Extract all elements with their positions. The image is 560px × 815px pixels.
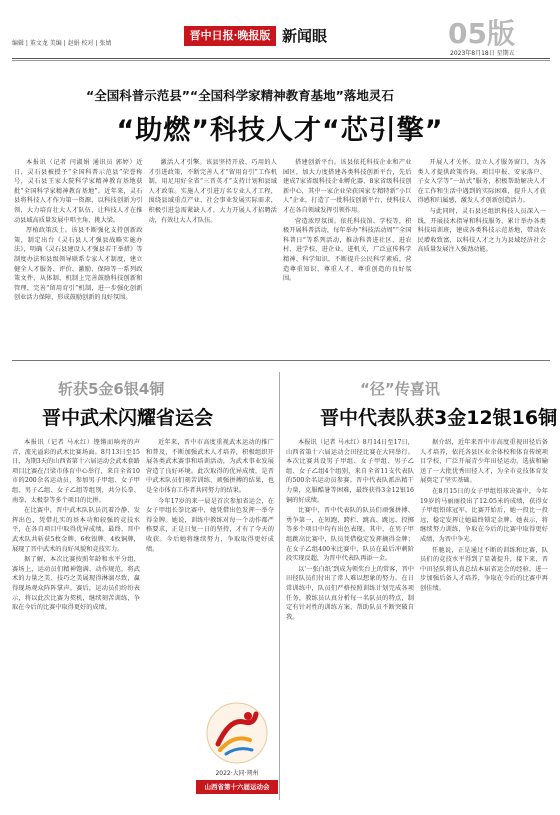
- games-emblem: [196, 700, 278, 796]
- story-column: [420, 438, 548, 798]
- story-paragraph: 在8月15日的女子甲组铅球决赛中，今年19岁的马丽丽投出了12.05米的成绩，获得女子甲组铅球冠军。比赛开始后，她一投比一投远，稳定发挥让她最终锁定金牌。她表示，将继续努力训练，争取在今后的比赛中取得更好成绩，为晋中争光。: [420, 487, 548, 543]
- story-column: [286, 438, 414, 798]
- masthead-rule-thin: [12, 60, 550, 61]
- story-athletics: [286, 372, 558, 802]
- lead-paragraph: 本报讯（记者 闫淑娟 通讯员 郭婷）近日，灵石县被授予“全国科普示范县”荣誉称号，灵石县王家大院科学家精神教育基地获批“全国科学家精神教育基地”。近年来，灵石县将科技人才作为第一资源，以科技创新为引领，大力培育壮大人才队伍，让科技人才在推动县域高质量发展中唱主角、挑大梁。: [14, 159, 143, 224]
- lead-paragraph: 与此同时，灵石县还组织科技人员深入一线，开展技术指导和科技服务，累计举办各类科技培训班，建成各类科技示范基地，带动农民增收致富，以科技人才之力为县域经济社会高质量发展注入强劲动能。: [417, 207, 546, 254]
- story-paragraph: 比赛中，晋中代表队的队员们顽强拼搏、勇争第一，在短跑、跨栏、跳高、跳远、投掷等多个项目中均有出色表现。其中，在男子甲组跳高比赛中，队员凭借稳定发挥摘得金牌；在女子乙组400米比赛中，队员在最后冲刺阶段实现反超，为晋中代表队再添一金。: [286, 507, 414, 563]
- masthead: [0, 0, 560, 64]
- story-body: [286, 438, 548, 798]
- story-paragraph: 任驰说，正是通过不断的训练和比赛，队员们的竞技水平得到了显著提升，接下来，晋中田径队将认真总结本届省运会的经验，进一步加强后备人才培养，争取在今后的比赛中再创佳绩。: [420, 546, 548, 592]
- issue-date: 2023年8月18日 星期五: [450, 50, 515, 57]
- games-name-band: 山西省第十六届运动会: [196, 780, 278, 794]
- games-logo-icon: [204, 700, 270, 766]
- story-paragraph: 今年17岁的来一晨是首次参加省运会，在女子甲组长拳比赛中，她凭借出色发挥一举夺得金牌。她说，训练中教练对每一个动作都严格要求，正是日复一日的坚持，才有了今天的收获。今后她将继续努力，争取取得更好成绩。: [146, 497, 274, 553]
- lead-paragraph: 搭建创新平台。该县依托科技企业和产业园区，加大力度搭建各类科技创新平台，先后建成7家省级科技企业孵化器、8家省级科技创新中心，其中一家企业荣获国家专精特新“小巨人”企业，打造了一批科技创新平台，使科技人才在各自领域发挥引领作用。: [283, 159, 412, 214]
- lead-subtitle: “全国科普示范县”“全国科学家精神教育基地”落地灵石: [86, 88, 394, 103]
- editor-credits: 编辑 | 董文龙 美编 | 赵娟 校对 | 张婧: [12, 40, 112, 47]
- lead-paragraph: 激活人才引擎。该县坚持开放、巧用的人才引进政策，不断完善人才“留用育引”工作机制，用足用好全省“三晋英才”支持计划和县域人才政策。实施人才引进万名专业人才工程，围绕县域重点产业、社会事业发展实际需求，积极引进急需紧缺人才，大力开展人才招聘活动，有效壮大人才队伍。: [148, 159, 277, 224]
- story-column: [12, 438, 140, 798]
- lead-column: [14, 158, 143, 354]
- lead-paragraph: 厚植政策沃土。该县不断强化支持创新政策，制定出台《灵石县人才强县战略实施办法》，明确《灵石县建设人才强县若干举措》等制度办法和县级领导联系专家人才制度，建立健全人才服务、评价、激励、保障等一系列政策文件，从体制、机制上完善鼓励科技创新和管理，完善“留用育引”机制，进一步强化创新创业活力保障，形成鼓励创新的良好氛围。: [14, 227, 143, 302]
- story-kicker: “径”传喜讯: [360, 380, 440, 398]
- story-paragraph: 以‘一张白纸’到成为领奖台上的常客，晋中田径队员们付出了常人难以想象的努力。在日常训练中，队员们严格按照训练计划完成各项任务，教练员认真分析每一名队员的特点，制定有针对性的训练方案，帮助队员不断突破自我。: [286, 565, 414, 621]
- section-divider: [12, 360, 550, 361]
- story-paragraph: 本报讯（记者 马永红）铿锵而响亮的声音，流光溢彩的武术比赛场面。8月13日至15日，为期3天的山西省第十六届运动会武术套路项目比赛在吕梁市体育中心举行，来自全省10市的200余名运动员，参加男子甲组、女子甲组、男子乙组、女子乙组等组别，共分长拳、南拳、太极拳等多个项目的比拼。: [12, 439, 140, 504]
- masthead-rule: [12, 58, 550, 59]
- story-paragraph: 据介绍，近年来晋中市高度重视田径后备人才培养，依托各县区业余体校和体育传统项目学校，广泛开展青少年田径运动，选拔和输送了一大批优秀田径人才，为全市竞技体育发展奠定了坚实基础。: [420, 439, 548, 485]
- lead-paragraph: 营造浓厚氛围。依托科技馆、学校等，积极开展科普活动，每年举办“科技活动周”“全国科普日”等系列活动，推动科普进社区、进农村、进学校、进企业、进机关，广泛宣传科学精神、科学知识，不断提升公民科学素质，营造尊重知识、尊重人才、尊重创造的良好氛围。: [283, 217, 412, 283]
- story-kicker: 斩获5金6银4铜: [58, 380, 165, 398]
- column-divider: [279, 372, 280, 800]
- lead-body: [14, 158, 546, 354]
- lead-column: [149, 158, 278, 354]
- story-headline: 晋中武术闪耀省运会: [42, 407, 214, 429]
- story-paragraph: 在比赛中，晋中武术队队员沉着冷静、发挥出色，凭借扎实的基本功和较强的竞技水平，在各自项目中取得优异成绩。最终，晋中武术队共斩获5枚金牌、6枚银牌、4枚铜牌，展现了晋中武术的良好风貌和竞技实力。: [12, 507, 140, 553]
- section-name: 新闻眼: [282, 27, 328, 45]
- games-year-city: 2022·大同·朔州: [215, 770, 259, 777]
- story-paragraph: 近年来，晋中市高度重视武术运动的推广和普及，不断加强武术人才培养，积极组织开展各类武术赛事和培训活动，为武术事业发展营造了良好环境。此次取得的优异成绩，是晋中武术队员们刻苦训练、顽强拼搏的结果，也是全市体育工作者共同努力的结果。: [146, 439, 274, 494]
- story-headline: 晋中代表队获3金12银16铜: [320, 407, 558, 429]
- lead-paragraph: 开展人才关怀。设立人才服务窗口，为各类人才提供政策咨询、项目申报、安家落户、子女入学等“一站式”服务，积极帮助解决人才在工作和生活中遇到的实际困难，提升人才获得感和归属感，激发人才创新创造活力。: [417, 159, 546, 205]
- lead-headline: “助燃”科技人才“芯引擎”: [116, 115, 444, 146]
- lead-column: [418, 158, 547, 354]
- story-paragraph: 本报讯（记者 马永红）8月14日至17日，山西省第十六届运动会田径比赛在大同举行。本次比赛共设男子甲组、女子甲组、男子乙组、女子乙组4个组别，来自全省11支代表队的500余名运动员参赛。晋中代表队派出精干力量，克服酷暑等困难，最终获得3金12银16铜的好成绩。: [286, 439, 414, 504]
- newspaper-logo: 晋中日报·晚报版: [184, 26, 276, 46]
- story-paragraph: 据了解，本次比赛按照年龄和水平分组，赛场上，运动员们精神饱满、动作规范，将武术的力量之美、技巧之美展现得淋漓尽致，赢得现场观众阵阵掌声。赛后，运动员们纷纷表示，将以此次比赛为契机，继续刻苦训练，争取在今后的比赛中取得更好的成绩。: [12, 556, 140, 612]
- lead-column: [283, 158, 412, 354]
- page-number: 05版: [448, 17, 515, 50]
